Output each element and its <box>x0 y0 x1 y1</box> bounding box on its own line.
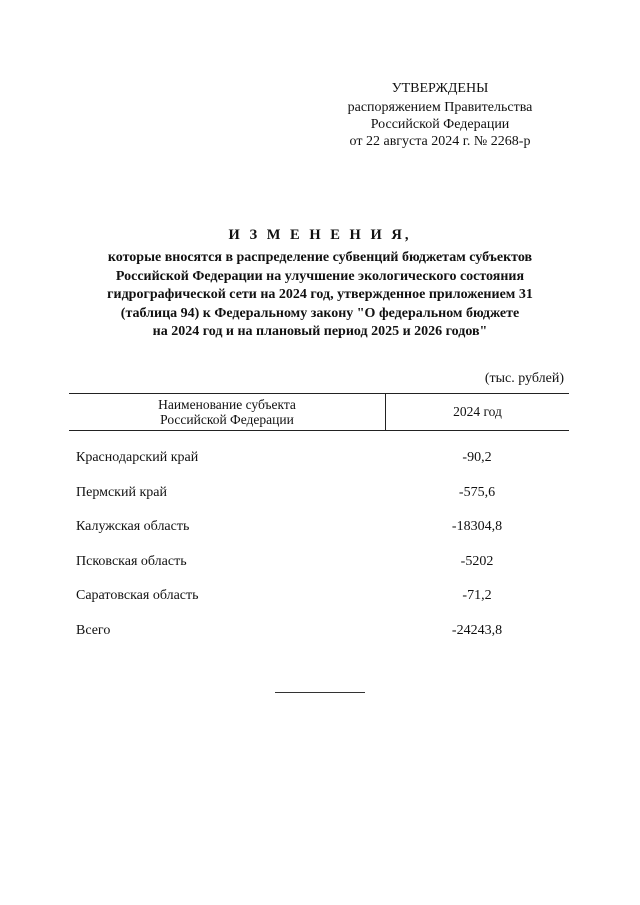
row-subject: Пермский край <box>76 484 167 500</box>
approval-heading: УТВЕРЖДЕНЫ <box>391 81 489 96</box>
document-title: И З М Е Н Е Н И Я, <box>228 227 412 243</box>
row-subject: Калужская область <box>76 519 190 535</box>
table-row <box>69 450 569 485</box>
subtitle-line: которые вносятся в распределение субвенций бюджетам субъектов <box>107 250 533 265</box>
approval-block <box>330 80 550 150</box>
subtitle-line: гидрографической сети на 2024 год, утвержденное приложением 31 <box>107 287 533 302</box>
row-value: -5202 <box>460 553 494 569</box>
row-value: -71,2 <box>462 588 492 604</box>
table-row <box>69 485 569 520</box>
approval-line-2: Российской Федерации <box>370 117 510 132</box>
table-row <box>69 554 569 589</box>
table-row <box>69 519 569 554</box>
row-subject: Всего <box>76 622 111 638</box>
row-value: -24243,8 <box>451 622 503 638</box>
table-header <box>69 393 569 431</box>
row-value: -575,6 <box>458 484 496 500</box>
units-label: (тыс. рублей) <box>484 371 564 386</box>
subtitle-line: Российской Федерации на улучшение экологического состояния <box>115 268 525 284</box>
header-subject-line-2: Российской Федерации <box>160 412 294 427</box>
table-row-total <box>69 623 569 658</box>
table-row <box>69 588 569 623</box>
row-value: -18304,8 <box>451 519 503 535</box>
document-subtitle <box>60 249 580 342</box>
header-subject-line-1: Наименование субъекта <box>158 397 296 412</box>
table-body <box>69 450 569 658</box>
subtitle-line: (таблица 94) к Федеральному закону "О федеральном бюджете <box>120 305 520 321</box>
subtitle-line: на 2024 год и на плановый период 2025 и 2026 годов" <box>152 324 488 339</box>
header-subject <box>69 394 386 430</box>
approval-line-1: распоряжением Правительства <box>347 100 533 115</box>
closing-divider <box>275 692 365 693</box>
header-year: 2024 год <box>453 404 502 419</box>
row-subject: Саратовская область <box>76 588 199 604</box>
allocation-table <box>69 393 569 658</box>
row-subject: Краснодарский край <box>76 450 199 465</box>
row-value: -90,2 <box>462 450 492 465</box>
row-subject: Псковская область <box>76 553 187 569</box>
approval-line-3: от 22 августа 2024 г. № 2268-р <box>349 134 531 149</box>
